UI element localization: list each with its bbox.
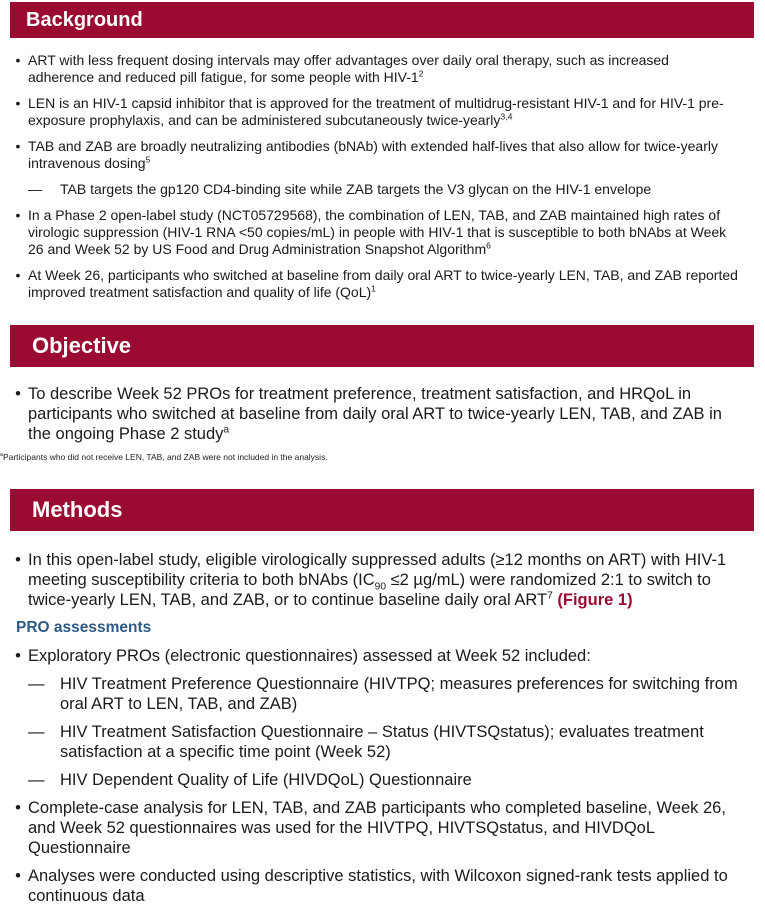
- bullet-icon: •: [15, 799, 21, 817]
- bullet-icon: •: [15, 95, 21, 111]
- dash-icon: —: [28, 723, 45, 741]
- pro-assessments-subheading: PRO assessments: [16, 619, 152, 636]
- bullet-icon: •: [15, 867, 21, 885]
- objective-title: Objective: [32, 333, 132, 358]
- methods-intro-item: • In this open-label study, eligible virologically suppressed adults (≥12 months on ART) with HIV-1 meeting susceptibility criteria to both bNAbs ($IC_{90} \le 2$ µg/mL) were randomized 2:1 to switch to twice-yearly LEN, TAB, and ZAB, or to continue baseline daily oral ART$^7$ (Figure 1): [8, 550, 738, 610]
- methods-item-3: • Analyses were conducted using descriptive statistics, with Wilcoxon signed-rank tests applied to continuous data: [8, 866, 738, 906]
- methods-title: Methods: [32, 497, 123, 522]
- background-header: [10, 2, 754, 38]
- background-item-4: • In a Phase 2 open-label study (NCT05729568), the combination of LEN, TAB, and ZAB maintained high rates of virologic suppression (HIV-1 RNA <50 copies/mL) in people with HIV-1 that is susceptible to both bNAbs at Week 26 and Week 52 by US Food and Drug Administration Snapshot Algorithm$^6$: [8, 207, 738, 258]
- methods-list: [8, 550, 738, 914]
- dash-icon: —: [28, 771, 45, 789]
- background-list: [8, 52, 738, 310]
- methods-subitem-1: — HIV Treatment Preference Questionnaire (HIVTPQ; measures preferences for switching from oral ART to LEN, TAB, and ZAB): [8, 674, 738, 714]
- bullet-icon: •: [15, 385, 21, 403]
- objective-item: • To describe Week 52 PROs for treatment preference, treatment satisfaction, and HRQoL in participants who switched at baseline from daily oral ART to twice-yearly LEN, TAB, and ZAB in the ongoing Phase 2 study$^a$: [8, 384, 738, 444]
- dash-icon: —: [28, 181, 42, 197]
- methods-item-2: • Complete-case analysis for LEN, TAB, and ZAB participants who completed baseline, Week 26, and Week 52 questionnaires was used for the HIVTPQ, HIVTSQstatus, and HIVDQoL Questionnaire: [8, 798, 738, 858]
- bullet-icon: •: [15, 267, 21, 283]
- background-title: Background: [26, 8, 143, 31]
- bullet-icon: •: [15, 551, 21, 569]
- background-item-3: • TAB and ZAB are broadly neutralizing antibodies (bNAb) with extended half-lives that also allow for twice-yearly intravenous dosing$^5$: [8, 138, 738, 172]
- methods-item-1: • Exploratory PROs (electronic questionnaires) assessed at Week 52 included:: [8, 646, 738, 666]
- objective-header: [10, 325, 754, 367]
- objective-list: [8, 384, 738, 444]
- bullet-icon: •: [15, 207, 21, 223]
- bullet-icon: •: [15, 647, 21, 665]
- figure-1-link[interactable]: Figure 1: [562, 591, 628, 609]
- methods-header: [10, 489, 754, 531]
- bullet-icon: •: [15, 138, 21, 154]
- background-item-5: • At Week 26, participants who switched at baseline from daily oral ART to twice-yearly LEN, TAB, and ZAB reported improved treatment satisfaction and quality of life (QoL)$^1$: [8, 267, 738, 301]
- background-item-2: • LEN is an HIV-1 capsid inhibitor that is approved for the treatment of multidrug-resistant HIV-1 and for HIV-1 pre-exposure prophylaxis, and can be administered subcutaneously twice-yearly$^{3,4}$: [8, 95, 738, 129]
- methods-subitem-3: — HIV Dependent Quality of Life (HIVDQoL) Questionnaire: [8, 770, 738, 790]
- bullet-icon: •: [15, 52, 21, 68]
- dash-icon: —: [28, 675, 45, 693]
- background-item-1: • ART with less frequent dosing intervals may offer advantages over daily oral therapy, such as increased adherence and reduced pill fatigue, for some people with HIV-$1^2$: [8, 52, 738, 86]
- background-subitem-1: — TAB targets the gp120 CD4-binding site while ZAB targets the V3 glycan on the HIV-1 envelope: [8, 181, 738, 198]
- methods-subitem-2: — HIV Treatment Satisfaction Questionnaire – Status (HIVTSQstatus); evaluates treatment satisfaction at a specific time point (Week 52): [8, 722, 738, 762]
- objective-footnote: $^a$Participants who did not receive LEN, TAB, and ZAB were not included in the analysis.: [0, 452, 328, 462]
